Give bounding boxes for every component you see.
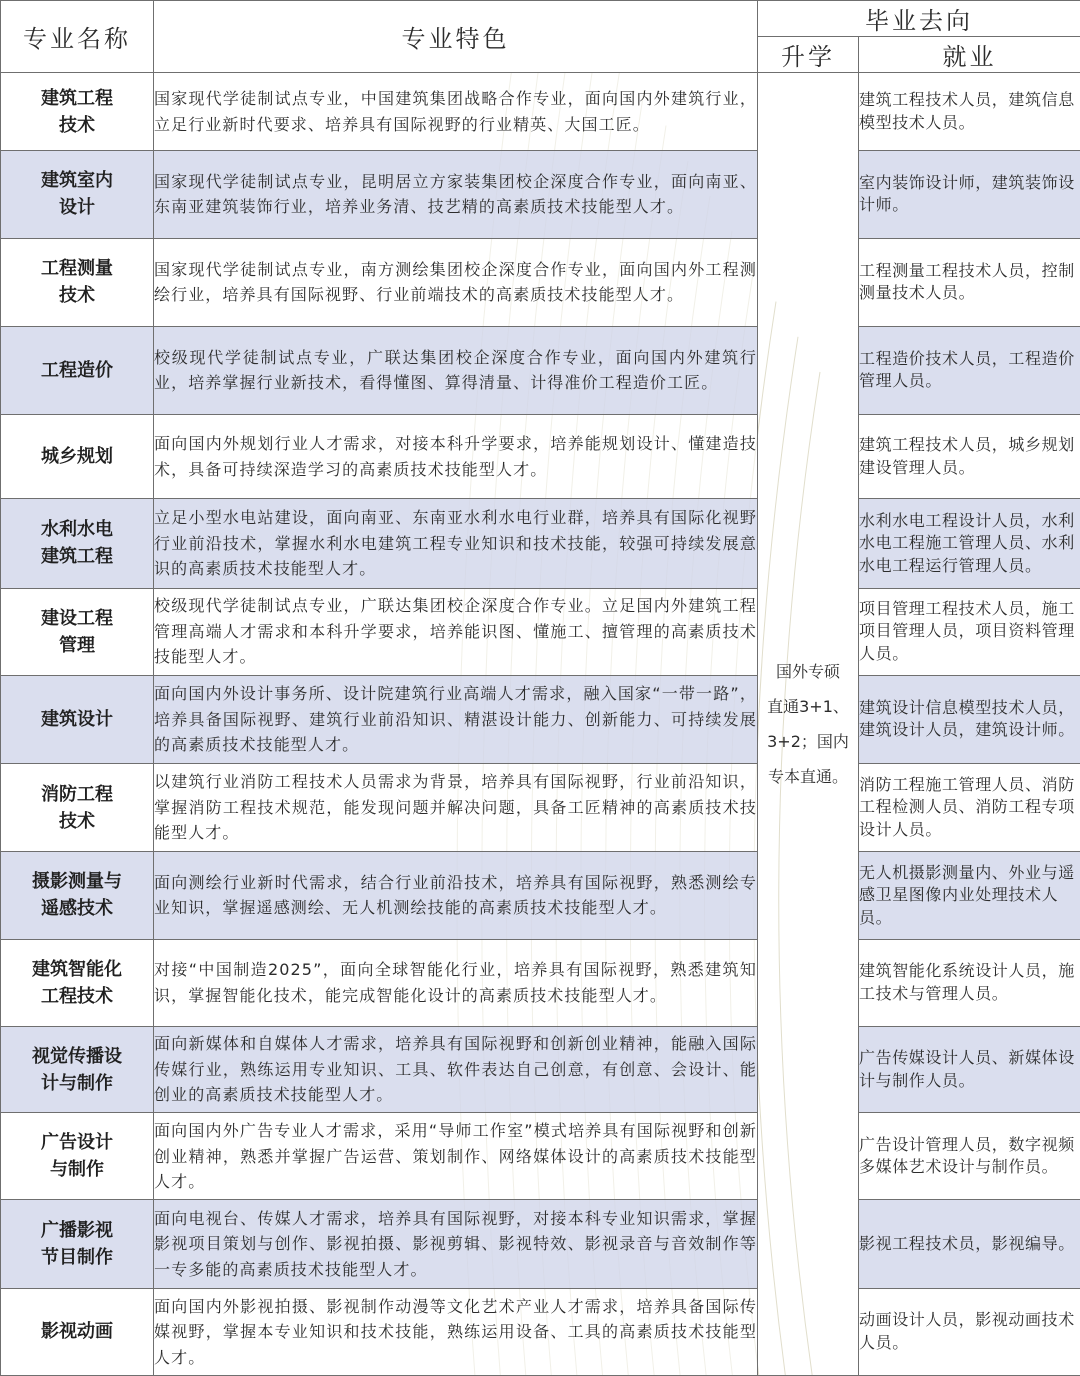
major-name-line: 管理 xyxy=(59,634,95,656)
major-name-line: 建筑设计 xyxy=(41,708,113,730)
major-feature-cell: 面向新媒体和自媒体人才需求，培养具有国际视野和创新创业精神，能融入国际传媒行业，熟练运用专业知识、工具、软件表达自己创意，有创意、会设计、能创业的高素质技术技能型人才。 xyxy=(154,1026,758,1112)
major-row xyxy=(1,415,1080,499)
major-feature-cell: 面向国内外设计事务所、设计院建筑行业高端人才需求，融入国家“一带一路”，培养具备国际视野、建筑行业前沿知识、精湛设计能力、创新能力、可持续发展的高素质技术技能型人才。 xyxy=(154,675,758,763)
major-name-line: 消防工程 xyxy=(41,783,113,805)
major-name-cell xyxy=(1,415,154,499)
major-name-cell xyxy=(1,939,154,1026)
major-feature-cell: 国家现代学徒制试点专业，昆明居立方家装集团校企深度合作专业，面向南亚、东南亚建筑装饰行业，培养业务清、技艺精的高素质技术技能型人才。 xyxy=(154,151,758,238)
major-name-line: 遥感技术 xyxy=(41,898,113,920)
major-feature-cell: 面向国内外影视拍摄、影视制作动漫等文化艺术产业人才需求，培养具备国际传媒视野，掌握本专业知识和技术技能，熟练运用设备、工具的高素质技术技能型人才。 xyxy=(154,1288,758,1375)
major-feature-cell: 以建筑行业消防工程技术人员需求为背景，培养具有国际视野，行业前沿知识，掌握消防工程技术规范，能发现问题并解决问题，具备工匠精神的高素质技术技能型人才。 xyxy=(154,764,758,852)
major-row xyxy=(1,852,1080,939)
major-name-cell xyxy=(1,1200,154,1288)
further-study-text: 直通3+1、 xyxy=(767,697,849,716)
major-row xyxy=(1,1200,1080,1288)
major-name-line: 建筑工程 xyxy=(41,546,113,568)
major-feature-cell: 面向国内外规划行业人才需求，对接本科升学要求，培养能规划设计、懂建造技术，具备可持续深造学习的高素质技术技能型人才。 xyxy=(154,415,758,499)
major-name-line: 水利水电 xyxy=(41,519,113,541)
employment-cell: 建筑工程技术人员，建筑信息模型技术人员。 xyxy=(859,73,1080,151)
employment-cell: 无人机摄影测量内、外业与遥感卫星图像内业处理技术人员。 xyxy=(859,852,1080,939)
major-rows xyxy=(1,73,1080,1376)
major-name-line: 工程测量 xyxy=(41,258,113,280)
major-name-cell xyxy=(1,73,154,151)
major-row xyxy=(1,1113,1080,1200)
major-row xyxy=(1,939,1080,1026)
major-name-cell xyxy=(1,1026,154,1112)
major-name-cell xyxy=(1,326,154,414)
major-name-line: 工程技术 xyxy=(41,985,113,1007)
employment-cell: 广告传媒设计人员、新媒体设计与制作人员。 xyxy=(859,1026,1080,1112)
employment-cell: 项目管理工程技术人员，施工项目管理人员，项目资料管理人员。 xyxy=(859,588,1080,675)
major-name-cell xyxy=(1,852,154,939)
major-name-line: 计与制作 xyxy=(41,1072,113,1094)
major-row xyxy=(1,73,1080,151)
employment-cell: 影视工程技术员，影视编导。 xyxy=(859,1200,1080,1288)
further-study-text: 专本直通。 xyxy=(767,767,848,786)
major-name-line: 工程造价 xyxy=(41,359,113,381)
header-further-study: 升学 xyxy=(758,37,859,73)
major-feature-cell: 面向测绘行业新时代需求，结合行业前沿技术，培养具有国际视野，熟悉测绘专业知识，掌握遥感测绘、无人机测绘技能的高素质技术技能型人才。 xyxy=(154,852,758,939)
major-row xyxy=(1,151,1080,238)
major-name-line: 设计 xyxy=(59,197,95,219)
major-feature-cell: 校级现代学徒制试点专业，广联达集团校企深度合作专业。立足国内外建筑工程管理高端人才需求和本科升学要求，培养能识图、懂施工、擅管理的高素质技术技能型人才。 xyxy=(154,588,758,675)
major-name-line: 广告设计 xyxy=(41,1132,113,1154)
employment-cell: 建筑工程技术人员，城乡规划建设管理人员。 xyxy=(859,415,1080,499)
major-name-cell xyxy=(1,1288,154,1375)
major-row xyxy=(1,764,1080,852)
major-name-line: 影视动画 xyxy=(41,1321,113,1343)
major-name-cell xyxy=(1,588,154,675)
employment-cell: 动画设计人员，影视动画技术人员。 xyxy=(859,1288,1080,1375)
major-name-line: 摄影测量与 xyxy=(32,871,122,893)
major-feature-cell: 对接“中国制造2025”，面向全球智能化行业，培养具有国际视野，熟悉建筑知识，掌握智能化技术，能完成智能化设计的高素质技术技能型人才。 xyxy=(154,939,758,1026)
major-name-cell xyxy=(1,675,154,763)
header-row-1 xyxy=(1,1,1080,37)
major-feature-cell: 立足小型水电站建设，面向南亚、东南亚水利水电行业群，培养具有国际化视野行业前沿技术，掌握水利水电建筑工程专业知识和技术技能，较强可持续发展意识的高素质技术技能型人才。 xyxy=(154,499,758,588)
major-name-line: 技术 xyxy=(59,114,95,136)
header-major-feature: 专业特色 xyxy=(154,1,758,73)
major-name-line: 建筑室内 xyxy=(41,170,113,192)
major-feature-cell: 校级现代学徒制试点专业，广联达集团校企深度合作专业，面向国内外建筑行业，培养掌握行业新技术，看得懂图、算得清量、计得准价工程造价工匠。 xyxy=(154,326,758,414)
major-name-line: 建筑工程 xyxy=(41,87,113,109)
major-name-line: 建设工程 xyxy=(41,607,113,629)
major-name-cell xyxy=(1,764,154,852)
employment-cell: 消防工程施工管理人员、消防工程检测人员、消防工程专项设计人员。 xyxy=(859,764,1080,852)
major-row xyxy=(1,499,1080,588)
major-name-line: 技术 xyxy=(59,285,95,307)
major-name-line: 建筑智能化 xyxy=(32,958,122,980)
header-employment: 就业 xyxy=(859,37,1080,73)
major-name-line: 城乡规划 xyxy=(41,446,113,468)
employment-cell: 水利水电工程设计人员，水利水电工程施工管理人员、水利水电工程运行管理人员。 xyxy=(859,499,1080,588)
major-feature-cell: 国家现代学徒制试点专业，中国建筑集团战略合作专业，面向国内外建筑行业，立足行业新时代要求、培养具有国际视野的行业精英、大国工匠。 xyxy=(154,73,758,151)
employment-cell: 工程造价技术人员，工程造价管理人员。 xyxy=(859,326,1080,414)
major-name-cell xyxy=(1,499,154,588)
further-study-text: 国外专硕 xyxy=(775,662,840,681)
further-study-text: 3+2；国内 xyxy=(767,732,849,751)
major-feature-cell: 国家现代学徒制试点专业，南方测绘集团校企深度合作专业，面向国内外工程测绘行业，培养具有国际视野、行业前端技术的高素质技术技能型人才。 xyxy=(154,238,758,326)
major-row xyxy=(1,1026,1080,1112)
major-name-line: 广播影视 xyxy=(41,1220,113,1242)
employment-cell: 建筑设计信息模型技术人员，建筑设计人员，建筑设计师。 xyxy=(859,675,1080,763)
header-major-name: 专业名称 xyxy=(1,1,154,73)
major-row xyxy=(1,675,1080,763)
major-name-line: 技术 xyxy=(59,810,95,832)
major-row xyxy=(1,1288,1080,1375)
major-feature-cell: 面向电视台、传媒人才需求，培养具有国际视野，对接本科专业知识需求，掌握影视项目策划与创作、影视拍摄、影视剪辑、影视特效、影视录音与音效制作等一专多能的高素质技术技能型人才。 xyxy=(154,1200,758,1288)
major-name-cell xyxy=(1,238,154,326)
major-name-line: 视觉传播设 xyxy=(32,1045,122,1067)
major-row xyxy=(1,238,1080,326)
employment-cell: 建筑智能化系统设计人员，施工技术与管理人员。 xyxy=(859,939,1080,1026)
major-feature-cell: 面向国内外广告专业人才需求，采用“导师工作室”模式培养具有国际视野和创新创业精神，熟悉并掌握广告运营、策划制作、网络媒体设计的高素质技术技能型人才。 xyxy=(154,1113,758,1200)
header-graduate-destination: 毕业去向 xyxy=(758,1,1080,37)
major-name-line: 节目制作 xyxy=(41,1247,113,1269)
employment-cell: 室内装饰设计师，建筑装饰设计师。 xyxy=(859,151,1080,238)
employment-cell: 广告设计管理人员，数字视频多媒体艺术设计与制作员。 xyxy=(859,1113,1080,1200)
major-name-cell xyxy=(1,151,154,238)
further-study-cell xyxy=(758,73,859,1376)
major-name-line: 与制作 xyxy=(50,1159,104,1181)
major-row xyxy=(1,326,1080,414)
employment-cell: 工程测量工程技术人员，控制测量技术人员。 xyxy=(859,238,1080,326)
major-name-cell xyxy=(1,1113,154,1200)
major-row xyxy=(1,588,1080,675)
